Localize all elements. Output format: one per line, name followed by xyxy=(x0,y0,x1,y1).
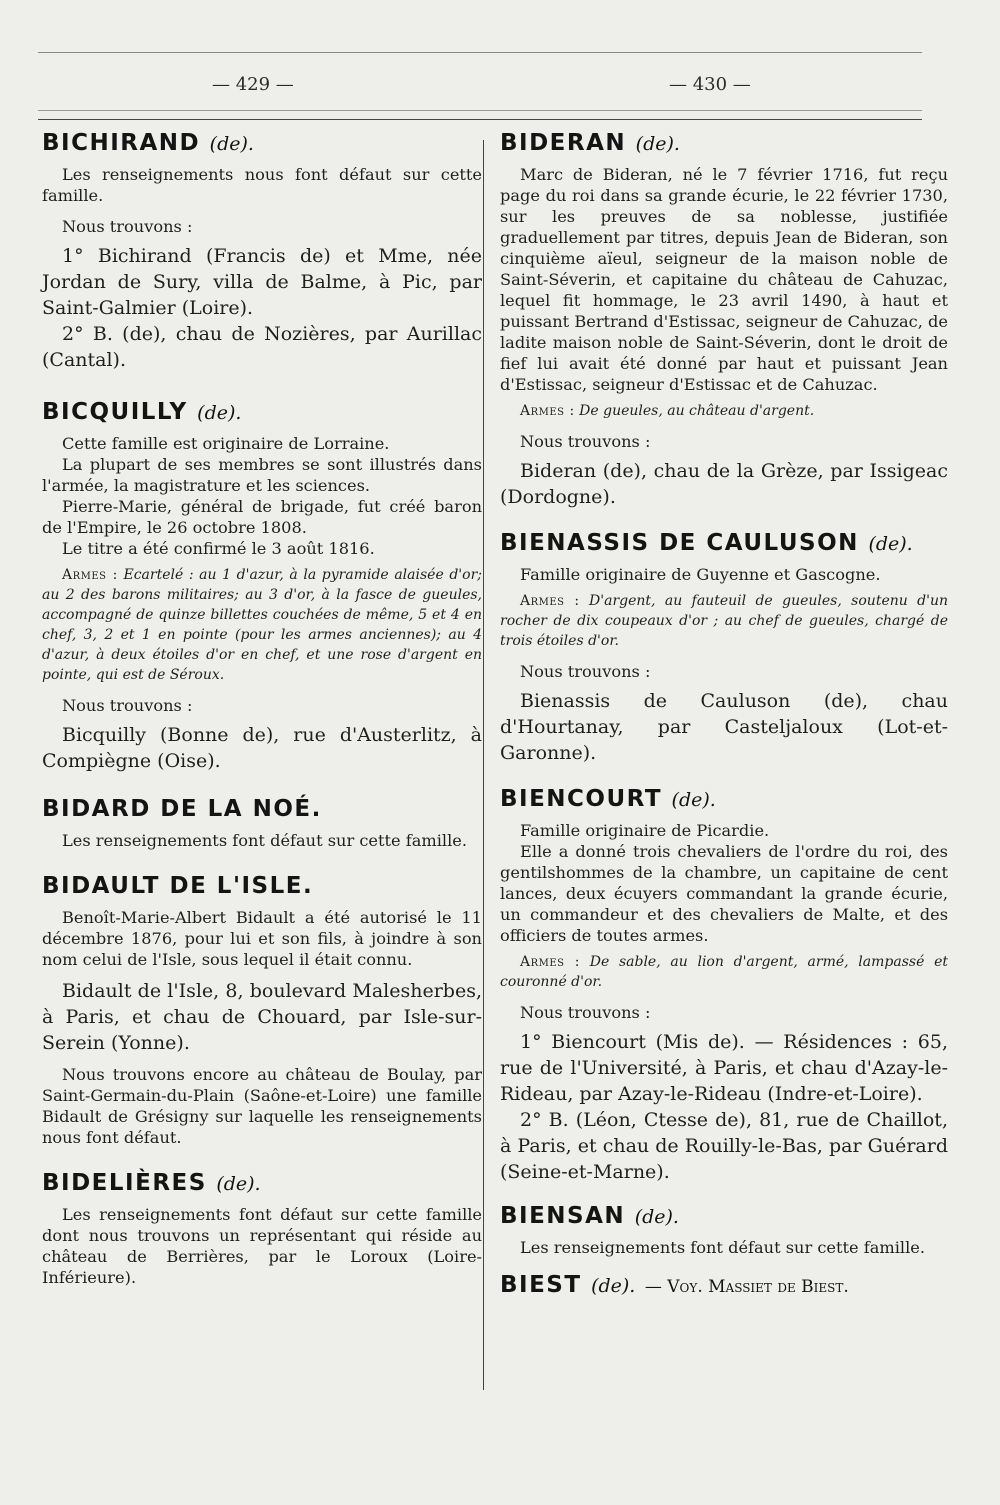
entry-heading: BIENASSIS DE CAULUSON (de). xyxy=(500,530,913,556)
entry-heading: BIDELIÈRES (de). xyxy=(42,1170,261,1196)
residence-1: Bienassis de Cauluson (de), chau d'Hourtanay, par Casteljaloux (Lot-et-Garonne). xyxy=(500,690,948,764)
nous-trouvons: Nous trouvons : xyxy=(62,696,193,715)
residence-1: 1° Biencourt (Mis de). — Résidences : 65, rue de l'Université, à Paris, et chau d'Azay-le-Rideau, par Azay-le-Rideau (Indre-et-Loire). xyxy=(500,1031,948,1105)
entry-bidelieres xyxy=(42,1170,482,1288)
entry-bienassis xyxy=(500,530,948,766)
entry-text: Les renseignements nous font défaut sur cette famille. xyxy=(42,165,482,205)
entry-text: Le titre a été confirmé le 3 août 1816. xyxy=(62,539,375,558)
entry-biensan xyxy=(500,1203,948,1258)
entry-bideran xyxy=(500,130,948,510)
entry-text: Pierre-Marie, général de brigade, fut créé baron de l'Empire, le 26 octobre 1808. xyxy=(42,497,482,537)
armes-text: Armes : De gueules, au château d'argent. xyxy=(520,403,815,419)
left-column xyxy=(42,130,482,1302)
entry-text: Marc de Bideran, né le 7 février 1716, fut reçu page du roi dans sa grande écurie, le 22 février 1730, sur les preuves de sa noblesse, justifiée graduellement par titres, depuis Jean de Bideran, son cinquième aïeul, seigneur de la maison noble de Saint-Séverin, et capitaine du château de Cahuzac, lequel fit hommage, le 23 avril 1490, à haut et puissant Bertrand d'Estissac, seigneur de Cahuzac, de ladite maison noble de Saint-Séverin, dont le droit de fief lui avait été donné par haut et puissant Jean d'Estissac, seigneur d'Estissac et de Cahuzac. xyxy=(500,165,948,394)
entry-bichirand xyxy=(42,130,482,373)
entry-text: Les renseignements font défaut sur cette famille. xyxy=(62,831,467,850)
armes-text: Armes : De sable, au lion d'argent, armé, lampassé et couronné d'or. xyxy=(500,954,949,990)
entry-bidault xyxy=(42,873,482,1148)
residence-1: 1° Bichirand (Francis de) et Mme, née Jordan de Sury, villa de Balme, à Pic, par Saint-Galmier (Loire). xyxy=(42,245,482,319)
entry-heading: BIDARD DE LA NOÉ. xyxy=(42,796,322,822)
entry-bidard xyxy=(42,796,482,851)
page-number-left: — 429 — xyxy=(212,74,294,95)
entry-text: Les renseignements font défaut sur cette famille dont nous trouvons un représentant qui réside au château de Berrières, par le Loroux (Loire-Inférieure). xyxy=(42,1205,482,1287)
entry-text: Benoît-Marie-Albert Bidault a été autorisé le 11 décembre 1876, pour lui et son fils, à joindre à son nom celui de l'Isle, sous lequel il était connu. xyxy=(42,908,482,969)
entry-heading: BIEST (de). — Voy. Massiet de Biest. xyxy=(500,1272,849,1298)
armes-text: Armes : Ecartelé : au 1 d'azur, à la pyramide alaisée d'or; au 2 des barons militaires; au 3 d'or, à la fasce de gueules, accompagné de quinze billettes couchées de même, 5 et 4 en chef, 3, 2 et 1 en pointe (pour les armes anciennes); au 4 d'azur, à deux étoiles d'or en chef, et une rose d'argent en pointe, qui est de Séroux. xyxy=(42,567,482,683)
nous-trouvons: Nous trouvons : xyxy=(520,662,651,681)
entry-text: Elle a donné trois chevaliers de l'ordre du roi, des gentilshommes de la chambre, un capitaine de cent lances, deux écuyers commandant la grande écurie, un commandeur et des chevaliers de Malte, et des officiers de toutes armes. xyxy=(500,842,948,945)
residence-2: 2° B. (de), chau de Nozières, par Aurillac (Cantal). xyxy=(42,323,482,371)
entry-text: Les renseignements font défaut sur cette famille. xyxy=(520,1238,925,1257)
entry-biencourt xyxy=(500,786,948,1185)
residence-2: 2° B. (Léon, Ctesse de), 81, rue de Chaillot, à Paris, et chau de Rouilly-le-Bas, par Guérard (Seine-et-Marne). xyxy=(500,1109,948,1183)
entry-text: La plupart de ses membres se sont illustrés dans l'armée, la magistrature et les sciences. xyxy=(42,455,482,495)
residence-1: Bicquilly (Bonne de), rue d'Austerlitz, à Compiègne (Oise). xyxy=(42,724,482,772)
header-rule-upper xyxy=(38,110,922,111)
entry-heading: BICHIRAND (de). xyxy=(42,130,254,156)
entry-text: Famille originaire de Guyenne et Gascogne. xyxy=(520,565,881,584)
top-rule xyxy=(38,52,922,53)
residence-1: Bidault de l'Isle, 8, boulevard Malesherbes, à Paris, et chau de Chouard, par Isle-sur-Serein (Yonne). xyxy=(42,980,482,1054)
entry-text: Nous trouvons encore au château de Boulay, par Saint-Germain-du-Plain (Saône-et-Loire) une famille Bidault de Grésigny sur laquelle les renseignements nous font défaut. xyxy=(42,1065,482,1147)
right-column xyxy=(500,130,948,1312)
entry-heading: BIDAULT DE L'ISLE. xyxy=(42,873,314,899)
entry-heading: BIENCOURT (de). xyxy=(500,786,716,812)
cross-reference: — Voy. Massiet de Biest. xyxy=(644,1277,849,1297)
entry-heading: BICQUILLY (de). xyxy=(42,399,242,425)
page-number-right: — 430 — xyxy=(669,74,751,95)
armes-text: Armes : D'argent, au fauteuil de gueules, soutenu d'un rocher de dix coupeaux d'or ; au chef de gueules, chargé de trois étoiles d'or. xyxy=(500,593,948,649)
entry-heading: BIDERAN (de). xyxy=(500,130,680,156)
nous-trouvons: Nous trouvons : xyxy=(62,217,193,236)
nous-trouvons: Nous trouvons : xyxy=(520,1003,651,1022)
entry-heading: BIENSAN (de). xyxy=(500,1203,679,1229)
column-divider xyxy=(483,140,484,1390)
header-rule xyxy=(38,119,922,120)
entry-biest xyxy=(500,1272,948,1298)
nous-trouvons: Nous trouvons : xyxy=(520,432,651,451)
entry-text: Cette famille est originaire de Lorraine. xyxy=(62,434,390,453)
residence-1: Bideran (de), chau de la Grèze, par Issigeac (Dordogne). xyxy=(500,460,948,508)
entry-bicquilly xyxy=(42,399,482,774)
entry-text: Famille originaire de Picardie. xyxy=(520,821,770,840)
